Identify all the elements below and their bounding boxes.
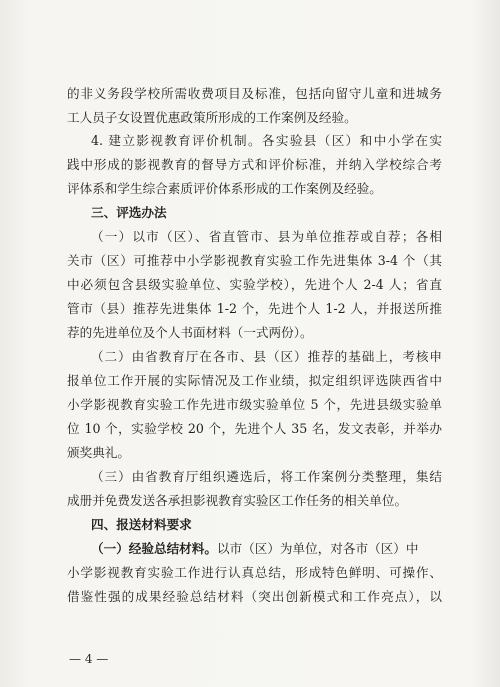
text-line: 关市（区）可推荐中小学影视教育实验工作先进集体 3-4 个（其 <box>67 253 442 268</box>
text-line: 管市（县）推荐先进集体 1-2 个，先进个人 1-2 人，并报送所推 <box>67 301 442 316</box>
text-line: 借鉴性强的成果经验总结材料（突出创新模式和工作亮点），以 <box>67 589 442 604</box>
text-line: 位 10 个，实验学校 20 个，先进个人 35 名，发文表彰，并举办 <box>67 421 442 436</box>
text-line: 4. 建立影视教育评价机制。各实验县（区）和中小学在实 <box>91 133 442 148</box>
text-line: 践中形成的影视教育的督导方式和评价标准，并纳入学校综合考 <box>67 157 442 172</box>
text-line: 颁奖典礼。 <box>67 445 130 460</box>
section-heading: 三、评选办法 <box>91 205 167 220</box>
text-line <box>91 541 442 557</box>
text-line: 评体系和学生综合素质评价体系形成的工作案例及经验。 <box>67 181 382 196</box>
text-line: 小学影视教育实验工作进行认真总结，形成特色鲜明、可操作、 <box>67 565 442 580</box>
section-heading: 四、报送材料要求 <box>91 517 192 532</box>
text-line: 的非义务段学校所需收费项目及标准，包括向留守儿童和进城务 <box>67 86 442 101</box>
page-number: — 4 — <box>69 652 109 666</box>
text-line: 工人员子女设置优惠政策所形成的工作案例及经验。 <box>67 110 357 125</box>
text-line: 报单位工作开展的实际情况及工作业绩，拟定组织评选陕西省中 <box>67 373 442 388</box>
text-line: （三）由省教育厅组织遴选后，将工作案例分类整理，集结 <box>91 469 442 484</box>
subsection-heading: （一）经验总结材料。 <box>91 541 217 556</box>
text-line: 小学影视教育实验工作先进市级实验单位 5 个，先进县级实验单 <box>67 397 442 412</box>
text-line: （二）由省教育厅在各市、县（区）推荐的基础上，考核申 <box>91 349 442 364</box>
text-line: 成册并免费发送各承担影视教育实验区工作任务的相关单位。 <box>67 493 408 508</box>
text-line: 中必须包含县级实验单位、实验学校），先进个人 2-4 人；省直 <box>67 277 442 292</box>
text-line: 荐的先进单位及个人书面材料（一式两份）。 <box>67 325 313 340</box>
text-line: （一）以市（区）、省直管市、县为单位推荐或自荐；各相 <box>91 229 442 244</box>
text-run: 以市（区）为单位，对各市（区）中 <box>216 541 419 556</box>
